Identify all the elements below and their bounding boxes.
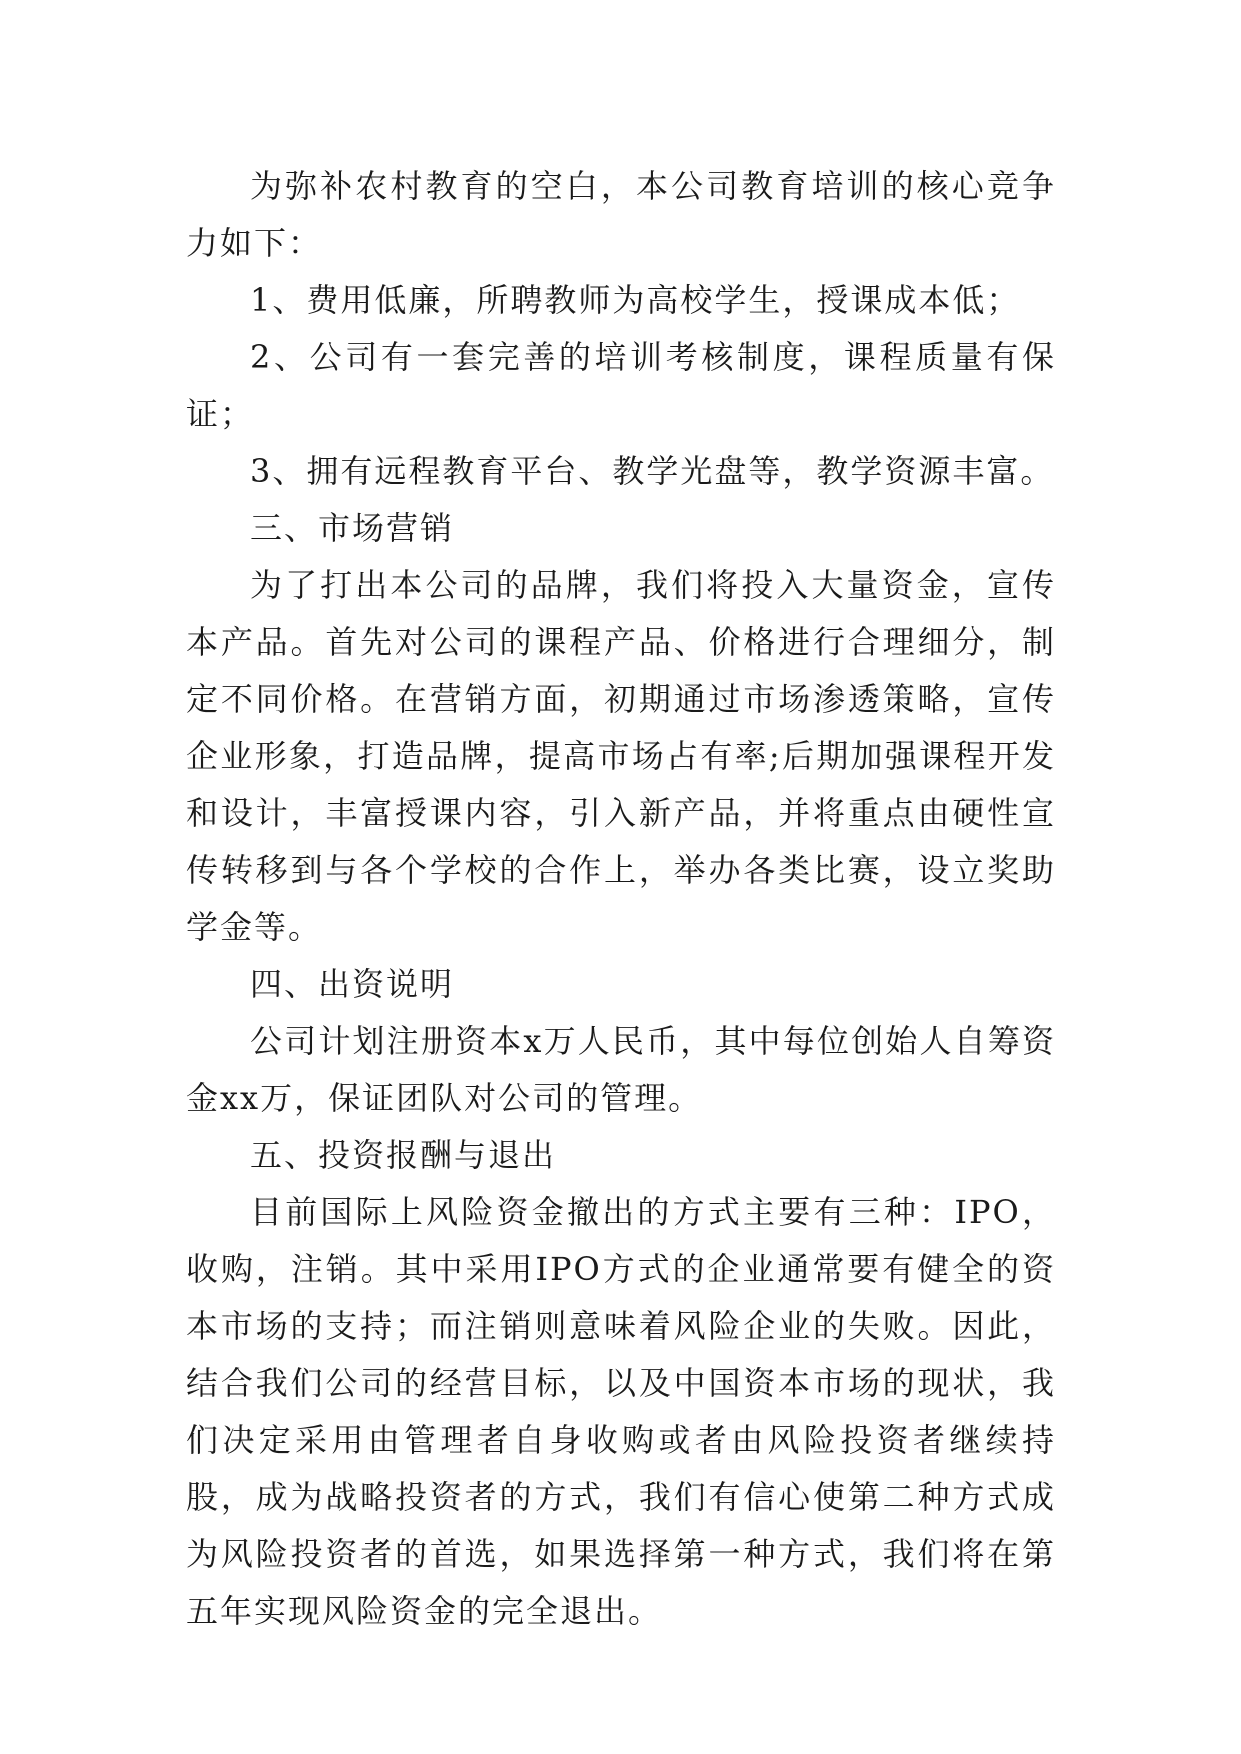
section-heading-marketing: 三、市场营销 bbox=[250, 509, 455, 547]
exit-paragraph: 目前国际上风险资金撤出的方式主要有三种：IPO，收购，注销。其中采用IPO方式的企业通常要有健全的资本市场的支持；而注销则意味着风险企业的失败。因此，结合我们公司的经营目标，以及中国资本市场的现状，我们决定采用由管理者自身收购或者由风险投资者继续持股，成为战略投资者的方式，我们有信心使第二种方式成为风险投资者的首选，如果选择第一种方式，我们将在第五年实现风险资金的完全退出。 bbox=[186, 1193, 1056, 1630]
intro-paragraph: 为弥补农村教育的空白，本公司教育培训的核心竞争力如下： bbox=[186, 167, 1056, 262]
list-item-1: 1、费用低廉，所聘教师为高校学生，授课成本低； bbox=[250, 281, 1021, 319]
list-item-3: 3、拥有远程教育平台、教学光盘等，教学资源丰富。 bbox=[250, 452, 1055, 490]
document-body bbox=[186, 158, 1056, 1640]
funding-paragraph: 公司计划注册资本x万人民币，其中每位创始人自筹资金xx万，保证团队对公司的管理。 bbox=[186, 1022, 1056, 1117]
marketing-paragraph: 为了打出本公司的品牌，我们将投入大量资金，宣传本产品。首先对公司的课程产品、价格进行合理细分，制定不同价格。在营销方面，初期通过市场渗透策略，宣传企业形象，打造品牌，提高市场占有率;后期加强课程开发和设计，丰富授课内容，引入新产品，并将重点由硬性宣传转移到与各个学校的合作上，举办各类比赛，设立奖助学金等。 bbox=[186, 566, 1056, 946]
list-item-2: 2、公司有一套完善的培训考核制度，课程质量有保证； bbox=[186, 338, 1056, 433]
section-heading-funding: 四、出资说明 bbox=[250, 965, 455, 1003]
section-heading-exit: 五、投资报酬与退出 bbox=[250, 1136, 557, 1174]
